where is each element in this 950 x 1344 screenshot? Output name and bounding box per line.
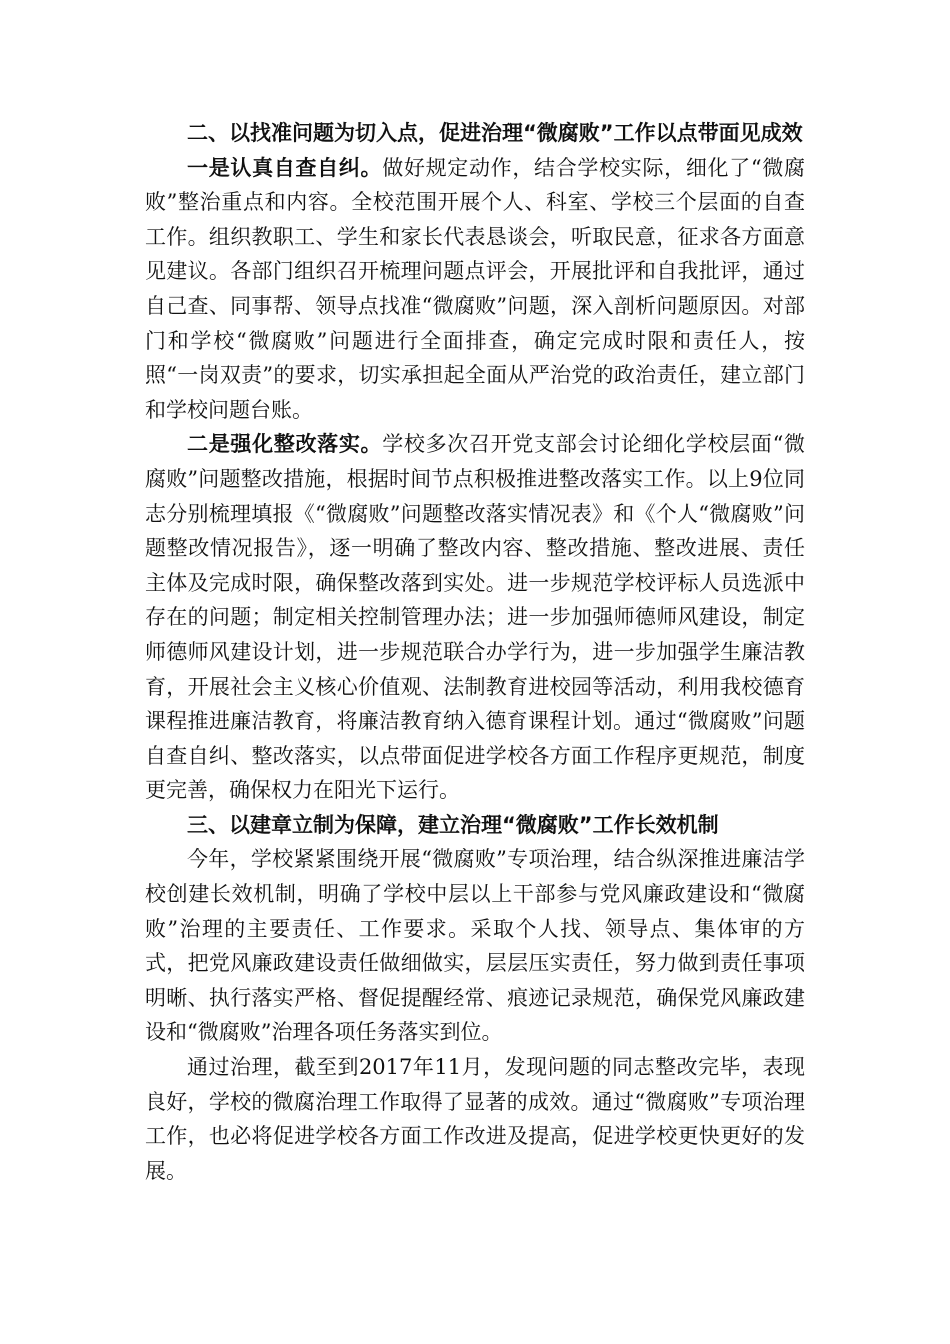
paragraph-lead: 二是强化整改落实。 bbox=[187, 432, 383, 457]
paragraph-self-inspection bbox=[145, 151, 805, 428]
paragraph-text: 学校多次召开党支部会讨论细化学校层面“微腐败”问题整改措施，根据时间节点积极推进整改落实工作。以上9位同志分别梳理填报《“微腐败”问题整改落实情况表》和《个人“微腐败”问题整改情况报告》，逐一明确了整改内容、整改措施、整改进展、责任主体及完成时限，确保整改落到实处。进一步规范学校评标人员选派中存在的问题；制定相关控制管理办法；进一步加强师德师风建设，制定师德师风建设计划，进一步规范联合办学行为，进一步加强学生廉洁教育，开展社会主义核心价值观、法制教育进校园等活动，利用我校德育课程推进廉洁教育，将廉洁教育纳入德育课程计划。通过“微腐败”问题自查自纠、整改落实，以点带面促进学校各方面工作程序更规范，制度更完善，确保权力在阳光下运行。 bbox=[145, 432, 806, 803]
document-page bbox=[145, 116, 805, 1188]
paragraph-rectification bbox=[145, 427, 805, 808]
paragraph-conclusion: 通过治理，截至到2017年11月，发现问题的同志整改完毕，表现良好，学校的微腐治理工作取得了显著的成效。通过“微腐败”专项治理工作，也必将促进学校各方面工作改进及提高，促进学校更快更好的发展。 bbox=[145, 1055, 805, 1183]
section-heading-2: 二、以找准问题为切入点，促进治理“微腐败”工作以点带面见成效 bbox=[187, 121, 803, 145]
paragraph-lead: 一是认真自查自纠。 bbox=[187, 155, 383, 180]
section-heading-3: 三、以建章立制为保障，建立治理“微腐败”工作长效机制 bbox=[187, 812, 719, 837]
paragraph-text: 做好规定动作，结合学校实际，细化了“微腐败”整治重点和内容。全校范围开展个人、科室、学校三个层面的自查工作。组织教职工、学生和家长代表恳谈会，听取民意，征求各方面意见建议。各部门组织召开梳理问题点评会，开展批评和自我批评，通过自己查、同事帮、领导点找准“微腐败”问题，深入剖析问题原因。对部门和学校“微腐败”问题进行全面排查，确定完成时限和责任人，按照“一岗双责”的要求，切实承担起全面从严治党的政治责任，建立部门和学校问题台账。 bbox=[145, 155, 806, 422]
paragraph-mechanism: 今年，学校紧紧围绕开展“微腐败”专项治理，结合纵深推进廉洁学校创建长效机制，明确了学校中层以上干部参与党风廉政建设和“微腐败”治理的主要责任、工作要求。采取个人找、领导点、集体审的方式，把党风廉政建设责任做细做实，层层压实责任，努力做到责任事项明晰、执行落实严格、督促提醒经常、痕迹记录规范，确保党风廉政建设和“微腐败”治理各项任务落实到位。 bbox=[145, 847, 805, 1045]
